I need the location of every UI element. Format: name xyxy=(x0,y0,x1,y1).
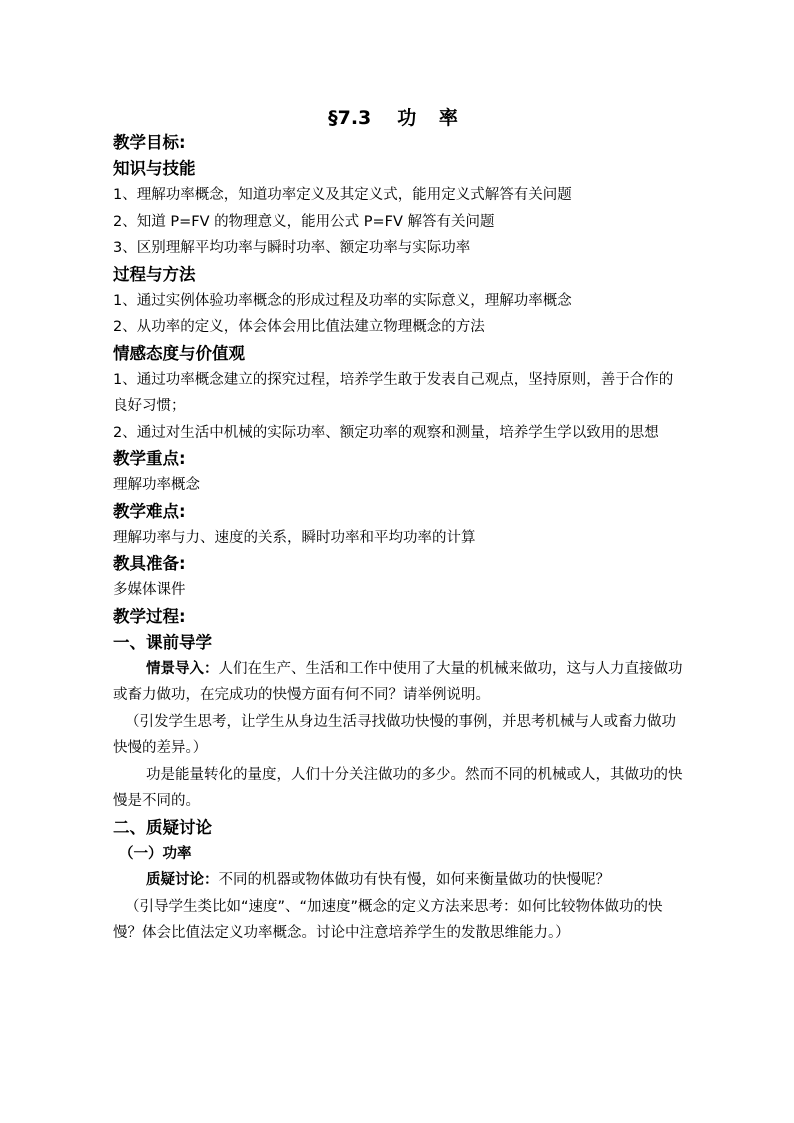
process-method-heading: 过程与方法 xyxy=(113,264,196,284)
process-method-item: 2、从功率的定义，体会体会用比值法建立物理概念的方法 xyxy=(113,319,485,335)
attitude-heading: 情感态度与价值观 xyxy=(113,343,245,363)
part2-subheading: （一）功率 xyxy=(119,845,192,862)
attitude-item: 2、通过对生活中机械的实际功率、额定功率的观察和测量，培养学生学以致用的思想 xyxy=(113,424,659,441)
attitude-item: 1、通过功率概念建立的探究过程，培养学生敢于发表自己观点，坚持原则，善于合作的良好习惯； xyxy=(113,371,674,414)
materials-heading: 教具准备: xyxy=(113,554,186,573)
part2-note: （引导学生类比如“速度”、“加速度”概念的定义方法来思考：如何比较物体做功的快慢？体会比值法定义功率概念。讨论中注意培养学生的发散思维能力。） xyxy=(113,898,663,941)
knowledge-item: 3、区别理解平均功率与瞬时功率、额定功率与实际功率 xyxy=(113,240,471,256)
knowledge-heading: 知识与技能 xyxy=(113,159,196,178)
scenario-intro-paragraph xyxy=(113,656,683,709)
document-body xyxy=(113,130,683,947)
discussion-paragraph xyxy=(113,867,683,894)
discussion-label: 质疑讨论： xyxy=(146,872,219,888)
teaching-process-heading: 教学过程: xyxy=(113,606,186,626)
page-title xyxy=(0,103,794,130)
key-point-heading: 教学重点: xyxy=(113,449,186,468)
section-name: 功 率 xyxy=(397,107,466,129)
difficulty-heading: 教学难点: xyxy=(113,501,186,521)
scenario-intro-label: 情景导入： xyxy=(146,660,219,677)
part1-paragraph: 功是能量转化的量度，人们十分关注做功的多少。然而不同的机械或人，其做功的快慢是不同的。 xyxy=(113,766,683,809)
key-point-text: 理解功率概念 xyxy=(113,477,200,493)
materials-text: 多媒体课件 xyxy=(113,582,186,598)
section-number: §7.3 xyxy=(328,107,372,129)
knowledge-item: 1、理解功率概念，知道功率定义及其定义式，能用定义式解答有关问题 xyxy=(113,187,572,203)
objectives-heading: 教学目标: xyxy=(113,133,186,152)
knowledge-item: 2、知道 P=FV 的物理意义，能用公式 P=FV 解答有关问题 xyxy=(113,213,495,230)
difficulty-text: 理解功率与力、速度的关系，瞬时功率和平均功率的计算 xyxy=(113,529,476,546)
scenario-intro-text: 人们在生产、生活和工作中使用了大量的机械来做功，这与人力直接做功或畜力做功，在完成功的快慢方面有何不同？请举例说明。 xyxy=(113,660,683,703)
part2-heading: 二、质疑讨论 xyxy=(113,817,212,837)
part1-note: （引发学生思考，让学生从身边生活寻找做功快慢的事例，并思考机械与人或畜力做功快慢的差异。） xyxy=(113,713,676,756)
process-method-item: 1、通过实例体验功率概念的形成过程及功率的实际意义，理解功率概念 xyxy=(113,292,572,309)
part1-heading: 一、课前导学 xyxy=(113,632,212,652)
discussion-text: 不同的机器或物体做功有快有慢，如何来衡量做功的快慢呢？ xyxy=(218,872,610,888)
